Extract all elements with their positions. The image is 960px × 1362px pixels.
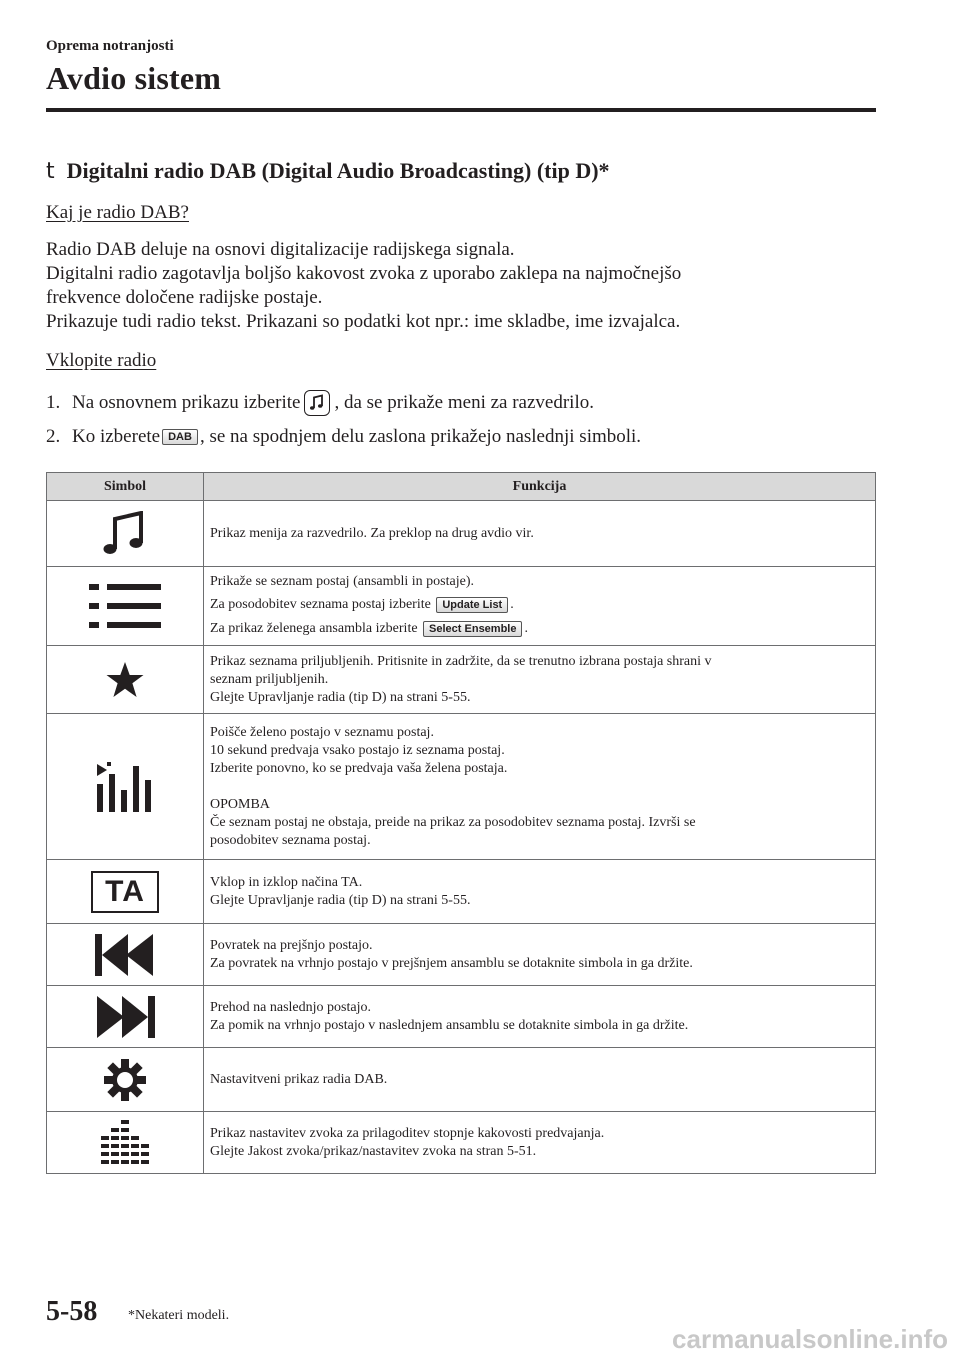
function-line <box>210 617 869 641</box>
function-text: Če seznam postaj ne obstaja, preide na prikaz za posodobitev seznama postaj. Izvrši se <box>210 814 696 830</box>
step-number: 1. <box>46 392 61 413</box>
intro-line: frekvence določene radijske postaje. <box>46 287 323 308</box>
step-text: , da se prikaže meni za razvedrilo. <box>334 392 594 413</box>
function-text: Prikaz seznama priljubljenih. Pritisnite in zadržite, da se trenutno izbrana postaja shrani v <box>210 653 712 669</box>
symbol-cell <box>47 714 204 860</box>
intro-line: Digitalni radio zagotavlja boljšo kakovost zvoka z uporabo zaklepa na najmočnejšo <box>46 263 682 284</box>
table-row <box>47 986 876 1048</box>
function-cell <box>204 501 876 567</box>
function-cell <box>204 986 876 1048</box>
note-label: OPOMBA <box>210 796 270 812</box>
previous-icon <box>93 932 157 978</box>
scan-icon <box>93 760 157 814</box>
select-ensemble-button[interactable]: Select Ensemble <box>423 621 522 637</box>
section-heading <box>46 158 610 184</box>
function-cell <box>204 567 876 646</box>
update-list-button[interactable]: Update List <box>436 597 508 613</box>
function-cell <box>204 646 876 714</box>
function-cell <box>204 714 876 860</box>
section-label: Oprema notranjosti <box>46 38 174 54</box>
watermark: carmanualsonline.info <box>672 1324 948 1354</box>
column-header-function: Funkcija <box>204 473 876 501</box>
symbol-cell <box>47 567 204 646</box>
symbol-cell <box>47 1048 204 1112</box>
table-row <box>47 567 876 646</box>
step-1 <box>46 390 594 416</box>
function-text: Glejte Upravljanje radia (tip D) na strani 5-55. <box>210 689 471 705</box>
footnote: *Nekateri modeli. <box>128 1308 230 1323</box>
symbol-cell <box>47 646 204 714</box>
table-row <box>47 501 876 567</box>
symbol-cell <box>47 1112 204 1174</box>
step-2 <box>46 426 641 448</box>
function-text: Za povratek na vrhnjo postajo v prejšnjem ansamblu se dotaknite simbola in ga držite. <box>210 955 693 971</box>
step-number: 2. <box>46 426 61 447</box>
step-text: Ko izberete <box>72 426 161 447</box>
step-text: , se na spodnjem delu zaslona prikažejo naslednji simboli. <box>199 426 642 447</box>
subheading-what-is-dab: Kaj je radio DAB? <box>46 202 189 223</box>
page-title: Avdio sistem <box>46 60 222 96</box>
title-divider <box>46 108 876 112</box>
symbol-cell <box>47 501 204 567</box>
function-text: Prikaz menija za razvedrilo. Za preklop na drug avdio vir. <box>210 525 534 541</box>
function-text: . <box>524 621 528 636</box>
table-header-row <box>47 473 876 501</box>
table-row <box>47 1112 876 1174</box>
function-text: 10 sekund predvaja vsako postajo iz seznama postaj. <box>210 742 505 758</box>
step-text: Na osnovnem prikazu izberite <box>72 392 301 413</box>
table-row <box>47 714 876 860</box>
function-text: Vklop in izklop načina TA. <box>210 874 363 890</box>
function-text: Izberite ponovno, ko se predvaja vaša želena postaja. <box>210 760 508 776</box>
function-text: Za posodobitev seznama postaj izberite <box>210 597 431 612</box>
list-icon <box>85 581 165 631</box>
function-text: Prikaz nastavitev zvoka za prilagoditev stopnje kakovosti predvajanja. <box>210 1125 605 1141</box>
subheading-turn-on-radio: Vklopite radio <box>46 350 157 371</box>
equalizer-icon <box>97 1118 153 1168</box>
table-row <box>47 924 876 986</box>
function-text: posodobitev seznama postaj. <box>210 832 371 848</box>
function-line <box>210 593 869 617</box>
function-text: Prehod na naslednjo postajo. <box>210 999 371 1015</box>
function-cell <box>204 924 876 986</box>
function-text: seznam priljubljenih. <box>210 671 329 687</box>
function-text: Glejte Jakost zvoka/prikaz/nastavitev zvoka na stran 5-51. <box>210 1143 537 1159</box>
function-text: Glejte Upravljanje radia (tip D) na strani 5-55. <box>210 892 471 908</box>
heading-text: Digitalni radio DAB (Digital Audio Broadcasting) (tip D)* <box>66 158 610 183</box>
function-text: Povratek na prejšnjo postajo. <box>210 937 373 953</box>
symbol-table <box>46 472 876 1174</box>
function-cell <box>204 1112 876 1174</box>
music-note-icon <box>304 390 330 416</box>
heading-bullet: t <box>46 159 55 184</box>
function-text <box>210 778 869 796</box>
star-icon <box>105 661 145 699</box>
function-text: Prikaže se seznam postaj (ansambli in postaje). <box>210 574 474 589</box>
function-text: . <box>510 597 514 612</box>
column-header-symbol: Simbol <box>47 473 204 501</box>
function-text: Nastavitveni prikaz radia DAB. <box>210 1071 388 1087</box>
symbol-cell <box>47 986 204 1048</box>
table-row <box>47 1048 876 1112</box>
function-text: Poišče želeno postajo v seznamu postaj. <box>210 724 434 740</box>
function-text: Za prikaz želenega ansambla izberite <box>210 621 418 636</box>
intro-line: Prikazuje tudi radio tekst. Prikazani so podatki kot npr.: ime skladbe, ime izvajalca. <box>46 311 681 332</box>
table-row <box>47 646 876 714</box>
symbol-cell <box>47 924 204 986</box>
intro-line: Radio DAB deluje na osnovi digitalizacije radijskega signala. <box>46 239 515 260</box>
page-number: 5-58 <box>46 1296 98 1327</box>
music-note-icon <box>100 511 150 557</box>
dab-button[interactable]: DAB <box>162 429 198 445</box>
table-row <box>47 860 876 924</box>
function-cell <box>204 860 876 924</box>
ta-icon: TA <box>91 871 159 913</box>
symbol-cell <box>47 860 204 924</box>
function-text: Za pomik na vrhnjo postajo v naslednjem ansamblu se dotaknite simbola in ga držite. <box>210 1017 689 1033</box>
intro-paragraph <box>46 238 886 334</box>
next-icon <box>93 994 157 1040</box>
gear-icon <box>103 1058 147 1102</box>
function-cell <box>204 1048 876 1112</box>
